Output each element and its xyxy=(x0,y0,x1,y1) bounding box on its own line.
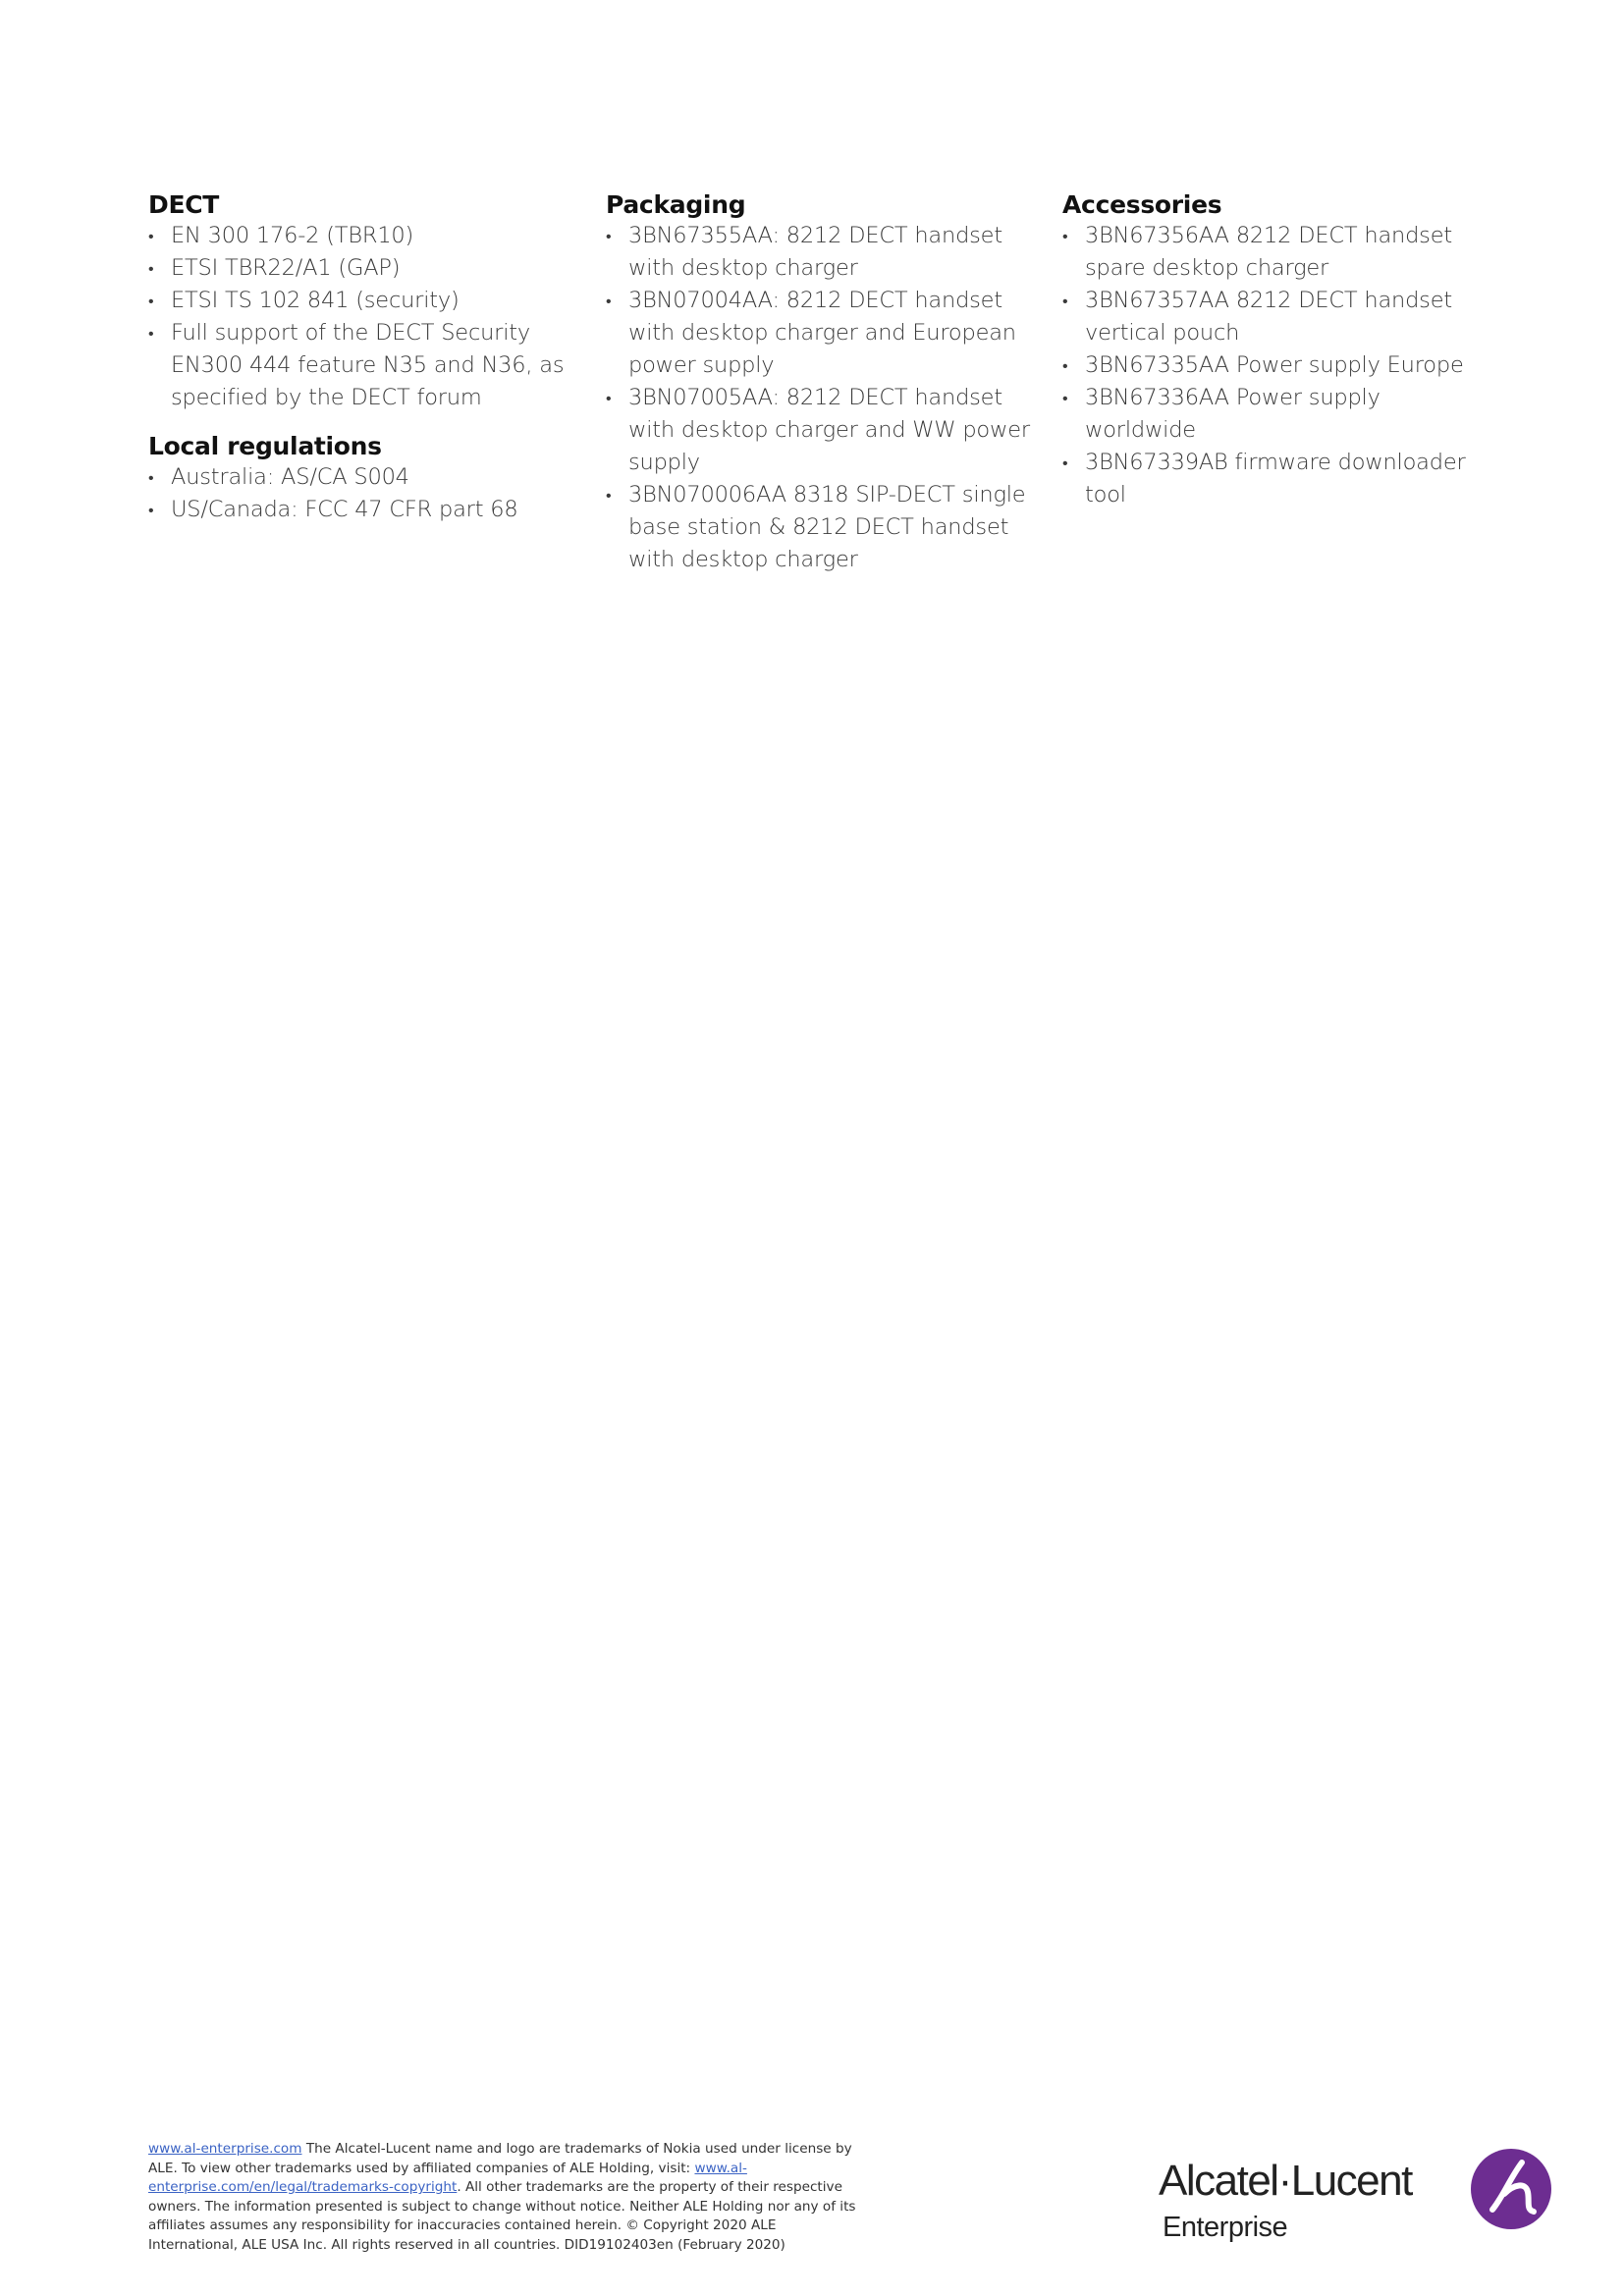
packaging-heading: Packaging xyxy=(606,190,746,219)
website-link[interactable]: www.al-enterprise.com xyxy=(148,2141,302,2157)
accessories-list xyxy=(1062,220,1494,511)
column-right xyxy=(1062,189,1494,528)
list-item: • 3BN07004AA: 8212 DECT handset with desktop charger and European power supply xyxy=(606,285,1038,382)
packaging-list xyxy=(606,220,1038,576)
legal-footer xyxy=(148,2140,865,2255)
logo-subtitle: Enterprise xyxy=(1163,2212,1288,2243)
local-regulations-list xyxy=(148,461,580,526)
accessories-heading: Accessories xyxy=(1062,190,1222,219)
trademarks-link[interactable]: www.al-enterprise.com/en/legal/trademarks-copyright xyxy=(148,2160,747,2195)
list-item: • 3BN070006AA 8318 SIP-DECT single base station & 8212 DECT handset with desktop charger xyxy=(606,479,1038,576)
list-item: • ETSI TS 102 841 (security) xyxy=(148,285,580,317)
list-item: • 3BN67336AA Power supply worldwide xyxy=(1062,382,1494,447)
list-item: • ETSI TBR22/A1 (GAP) xyxy=(148,252,580,285)
column-middle xyxy=(606,189,1038,593)
company-logo xyxy=(1159,2145,1551,2263)
logo-wordmark: Alcatel·Lucent xyxy=(1159,2157,1412,2205)
list-item: • 3BN67356AA 8212 DECT handset spare desktop charger xyxy=(1062,220,1494,285)
list-item: • EN 300 176-2 (TBR10) xyxy=(148,220,580,252)
legal-text-1: The Alcatel-Lucent name and logo are trademarks of Nokia used under license by ALE. To view other trademarks used by affiliated companies of ALE Holding, visit: xyxy=(148,2141,852,2176)
local-regulations-heading: Local regulations xyxy=(148,432,382,460)
list-item: • 3BN07005AA: 8212 DECT handset with desktop charger and WW power supply xyxy=(606,382,1038,479)
list-item: • 3BN67339AB firmware downloader tool xyxy=(1062,447,1494,511)
list-item: • 3BN67357AA 8212 DECT handset vertical pouch xyxy=(1062,285,1494,349)
legal-text-2: . All other trademarks are the property of their respective owners. The information presented is subject to change without notice. Neither ALE Holding nor any of its affiliates assumes any responsibility for inaccuracies contained herein. © Copyright 2020 ALE International, ALE USA Inc. All rights reserved in all countries. DID19102403en (February 2020) xyxy=(148,2179,856,2253)
list-item: • 3BN67335AA Power supply Europe xyxy=(1062,349,1494,382)
dect-list xyxy=(148,220,580,414)
list-item: • Full support of the DECT Security EN300 444 feature N35 and N36, as specified by the DECT forum xyxy=(148,317,580,414)
list-item: • 3BN67355AA: 8212 DECT handset with desktop charger xyxy=(606,220,1038,285)
list-item: • Australia: AS/CA S004 xyxy=(148,461,580,494)
column-left xyxy=(148,189,580,543)
list-item: • US/Canada: FCC 47 CFR part 68 xyxy=(148,494,580,526)
dect-heading: DECT xyxy=(148,190,220,219)
ale-logo-icon xyxy=(1471,2149,1551,2229)
